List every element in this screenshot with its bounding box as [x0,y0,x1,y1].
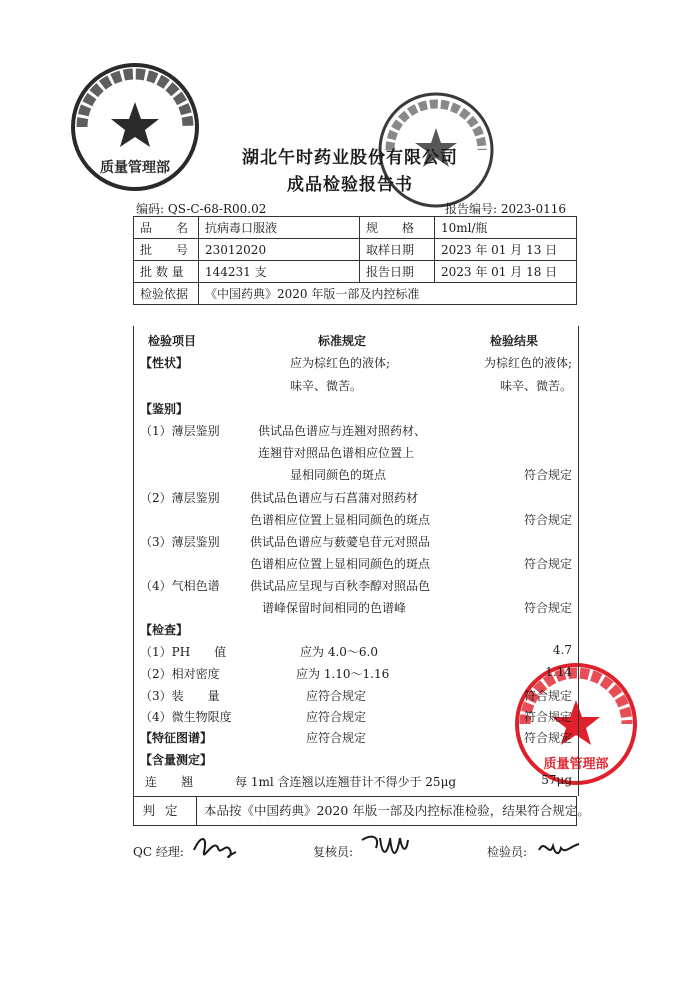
document-code: 编码: QS-C-68-R00.02 [136,202,267,216]
svg-text:质量管理部: 质量管理部 [100,160,170,176]
product-label: 品 名 [134,217,199,239]
verdict-label: 判定 [134,797,197,825]
result-standard: 供试品色谱应与石菖蒲对照药材 [250,491,419,505]
inspector-label: 检验员: [487,845,528,859]
result-value: 符合规定 [523,689,572,703]
result-value: 味辛、微苦。 [499,379,572,393]
batch-value: 23012020 [199,239,360,261]
result-item: （4）气相色谱 [140,579,220,593]
header-item: 检验项目 [148,334,197,348]
result-value: 符合规定 [523,601,572,615]
result-standard: 色谱相应位置上显相同颜色的斑点 [250,557,431,571]
result-standard: 应符合规定 [306,731,367,745]
inspector-signature [537,836,581,862]
result-value: 4.7 [552,643,572,657]
result-item: （1）薄层鉴别 [140,424,220,438]
result-standard: 谱峰保留时间相同的色谱峰 [262,601,407,615]
qc-manager-label: QC 经理: [133,845,184,859]
result-item: （1）PH 值 [140,645,227,659]
reviewer-label: 复核员: [313,845,354,859]
result-standard: 显相同颜色的斑点 [290,468,387,482]
sample-date-label: 取样日期 [360,239,435,261]
result-value: 1.14 [545,665,572,679]
basis-value: 《中国药典》2020 年版一部及内控标准 [199,283,577,305]
result-value: 为棕红色的液体; [483,356,572,370]
result-standard: 供试品色谱应与薮薆皂苷元对照品 [250,535,431,549]
result-item: （3）薄层鉴别 [140,535,220,549]
header-standard: 标准规定 [318,334,367,348]
verdict-row [133,796,590,826]
result-item: 连 翘 [145,775,194,789]
spec-value: 10ml/瓶 [435,217,577,239]
result-standard: 应为棕红色的液体; [290,356,391,370]
result-standard: 色谱相应位置上显相同颜色的斑点 [250,513,431,527]
result-standard: 连翘苷对照品色谱相应位置上 [258,446,415,460]
result-item: （4）微生物限度 [140,710,232,724]
batch-label: 批 号 [134,239,199,261]
header-result: 检验结果 [490,334,539,348]
verdict-text: 本品按《中国药典》2020 年版一部及内控标准检验，结果符合规定。 [204,803,590,818]
result-standard: 应符合规定 [306,710,367,724]
sample-date-value: 2023 年 01 月 13 日 [435,239,577,261]
svg-text:质量管理部: 质量管理部 [543,757,609,772]
result-value: 符合规定 [523,710,572,724]
result-standard: 味辛、微苦。 [290,379,363,393]
report-number: 报告编号: 2023-0116 [445,202,566,216]
result-value: 符合规定 [523,468,572,482]
result-item: 【含量测定】 [140,753,213,767]
result-item: 【鉴别】 [140,402,189,416]
product-name: 抗病毒口服液 [199,217,360,239]
company-name: 湖北午时药业股份有限公司 [242,148,458,168]
product-info-table [133,216,577,305]
quantity-value: 144231 支 [199,261,360,283]
qc-manager-signature [190,828,240,868]
result-item: （2）薄层鉴别 [140,491,220,505]
report-date-value: 2023 年 01 月 18 日 [435,261,577,283]
report-date-label: 报告日期 [360,261,435,283]
result-standard: 应为 4.0～6.0 [300,645,378,659]
result-value: 57μg [541,773,572,787]
result-item: 【检查】 [140,623,189,637]
result-standard: 应为 1.10～1.16 [296,667,390,681]
result-standard: 供试品色谱应与连翘对照药材、 [258,424,427,438]
result-value: 符合规定 [523,513,572,527]
result-value: 符合规定 [523,557,572,571]
reviewer-signature [360,830,410,866]
result-standard: 供试品应呈现与百秋李醇对照品色 [250,579,431,593]
result-item: 【特征图谱】 [140,731,213,745]
document-title: 成品检验报告书 [287,175,413,195]
result-standard: 应符合规定 [306,689,367,703]
quantity-label: 批 数 量 [134,261,199,283]
result-item: 【性状】 [140,356,189,370]
basis-label: 检验依据 [134,283,199,305]
result-item: （3）装 量 [140,689,220,703]
spec-label: 规 格 [360,217,435,239]
result-item: （2）相对密度 [140,667,220,681]
result-standard: 每 1ml 含连翘以连翘苷计不得少于 25μg [235,775,457,789]
result-value: 符合规定 [523,731,572,745]
